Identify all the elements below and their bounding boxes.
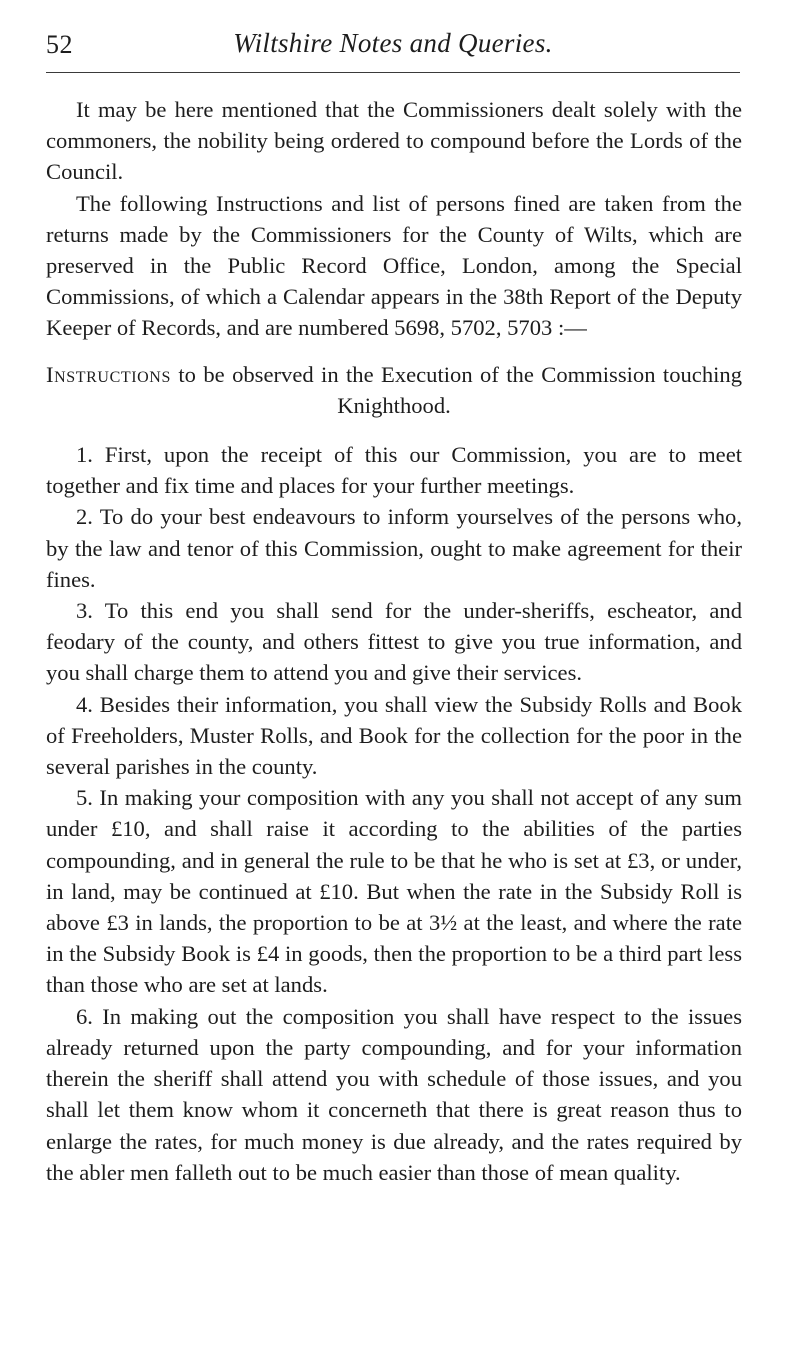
page-body bbox=[46, 94, 742, 1188]
paragraph-commissioners: It may be here mentioned that the Commissioners dealt solely with the commoners, the nobility being ordered to compound before the Lords of the Council. bbox=[46, 97, 742, 185]
instruction-item-5: 5. In making your composition with any you shall not accept of any sum under £10, and shall raise it according to the abilities of the parties compounding, and in general the rule to be that he who is set at £3, or under, in land, may be continued at £10. But when the rate in the Subsidy Roll is above £3 in lands, the proportion to be at 3½ at the least, and where the rate in the Subsidy Book is £4 in goods, then the proportion to be a third part less than those who are set at lands. bbox=[46, 785, 742, 998]
instructions-heading-rest: to be observed in the Execution of the Commission touching Knighthood. bbox=[170, 361, 742, 418]
running-title: Wiltshire Notes and Queries. bbox=[233, 28, 553, 58]
instructions-heading bbox=[46, 359, 742, 421]
instruction-item-4: 4. Besides their information, you shall view the Subsidy Rolls and Book of Freeholders, Muster Rolls, and Book for the collection for the poor in the several parishes in the county. bbox=[46, 691, 742, 780]
instruction-item-3: 3. To this end you shall send for the under-sheriffs, escheator, and feodary of the county, and others fittest to give you true information, and you shall charge them to attend you and give their services. bbox=[46, 598, 742, 686]
instruction-item-1: 1. First, upon the receipt of this our Commission, you are to meet together and fix time and places for your further meetings. bbox=[46, 442, 742, 499]
instructions-heading-lead: Instructions bbox=[46, 361, 171, 387]
instruction-item-6: 6. In making out the composition you shall have respect to the issues already returned upon the party compounding, and for your information therein the sheriff shall attend you with schedule of those issues, and you shall let them know whom it concerneth that there is great reason thus to enlarge the rates, for much money is due already, and the rates required by the abler men falleth out to be much easier than those of mean quality. bbox=[46, 1003, 742, 1185]
page-header bbox=[46, 26, 740, 66]
page-number: 52 bbox=[46, 30, 73, 59]
header-rule bbox=[46, 72, 740, 73]
paragraph-sources: The following Instructions and list of persons fined are taken from the returns made by the Commissioners for the County of Wilts, which are preserved in the Public Record Office, London, among the Special Commissions, of which a Calendar appears in the 38th Report of the Deputy Keeper of Records, and are numbered 5698, 5702, 5703 :— bbox=[46, 190, 742, 341]
instruction-item-2: 2. To do your best endeavours to inform yourselves of the persons who, by the law and tenor of this Commission, ought to make agreement for their fines. bbox=[46, 504, 742, 592]
